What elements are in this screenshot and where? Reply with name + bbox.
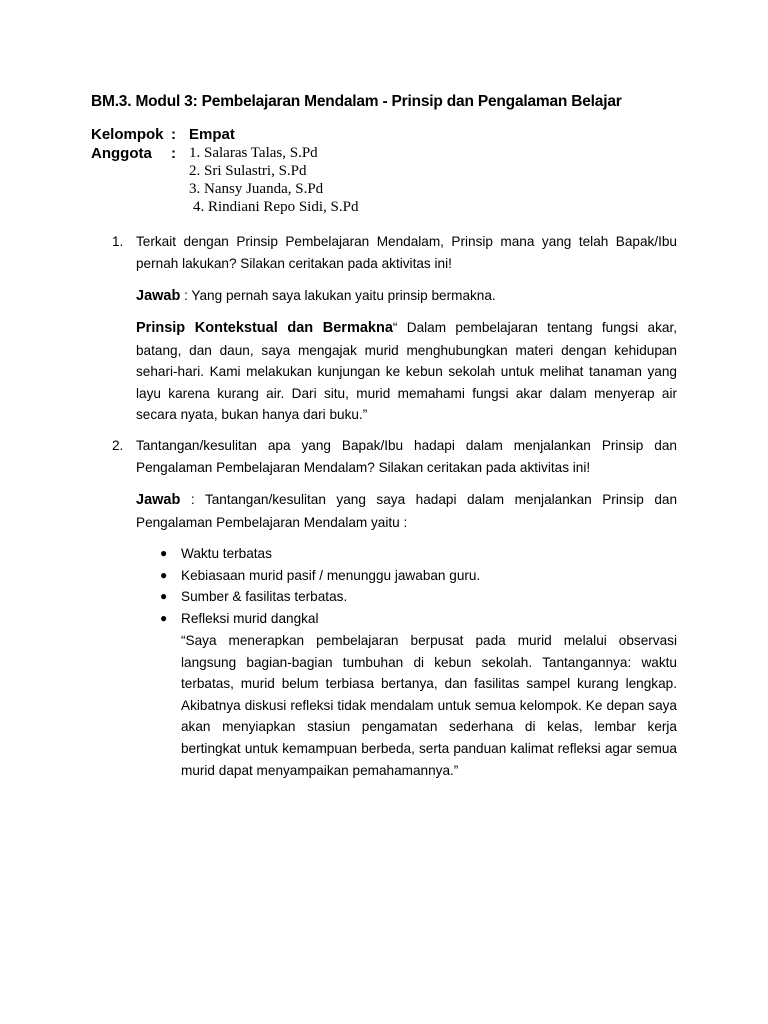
question-number: 1. — [112, 234, 124, 249]
members-row — [91, 144, 358, 216]
document-title: BM.3. Modul 3: Pembelajaran Mendalam - Prinsip dan Pengalaman Belajar — [91, 93, 622, 110]
bullet-icon: ● — [160, 567, 168, 582]
answer-label: Jawab — [136, 288, 181, 304]
list-item — [160, 586, 680, 608]
member-item: 2. Sri Sulastri, S.Pd — [189, 163, 307, 179]
member-item: 3. Nansy Juanda, S.Pd — [189, 181, 324, 197]
answer-paragraph — [136, 489, 677, 533]
question-text: Terkait dengan Prinsip Pembelajaran Mendalam, Prinsip mana yang telah Bapak/Ibu pernah lakukan? Silakan ceritakan pada aktivitas ini! — [136, 234, 677, 271]
answer-text: : Yang pernah saya lakukan yaitu prinsip bermakna. — [180, 288, 496, 303]
group-colon: : — [171, 126, 176, 143]
members-label: Anggota — [91, 145, 152, 162]
group-value: Empat — [189, 126, 235, 143]
bullet-icon: ● — [160, 610, 168, 625]
bullet-icon: ● — [160, 589, 168, 603]
list-item-text: Refleksi murid dangkal — [181, 610, 319, 626]
list-item — [160, 543, 680, 565]
list-item-text: Kebiasaan murid pasif / menunggu jawaban guru. — [181, 567, 481, 583]
group-label: Kelompok — [91, 126, 164, 143]
group-info — [91, 125, 358, 216]
answer-paragraph — [136, 285, 677, 308]
challenge-list — [160, 543, 680, 629]
bullet-icon: ● — [160, 546, 168, 560]
member-item: 4. Rindiani Repo Sidi, S.Pd — [193, 199, 359, 215]
principle-text: “ Dalam pembelajaran tentang fungsi akar, batang, dan daun, saya mengajak murid menghubungkan materi dengan kehidupan sehari-hari. Kami melakukan kunjungan ke kebun sekolah untuk melihat tanaman yang layu karena kurang air. Dari situ, murid memahami fungsi akar dalam menyerap air secara nyata, bukan hanya dari buku.” — [136, 320, 677, 422]
members-list — [189, 144, 358, 216]
list-item-text: Sumber & fasilitas terbatas. — [181, 589, 348, 604]
members-colon: : — [171, 145, 176, 162]
principle-label: Prinsip Kontekstual dan Bermakna — [136, 320, 393, 336]
list-item — [160, 565, 680, 587]
answer-label: Jawab — [136, 492, 181, 508]
question-text: Tantangan/kesulitan apa yang Bapak/Ibu hadapi dalam menjalankan Prinsip dan Pengalaman Pembelajaran Mendalam? Silakan ceritakan pada aktivitas ini! — [136, 438, 677, 475]
list-item-text: Waktu terbatas — [181, 546, 272, 561]
answer-text: : Tantangan/kesulitan yang saya hadapi dalam menjalankan Prinsip dan Pengalaman Pembelajaran Mendalam yaitu : — [136, 492, 677, 530]
member-item: 1. Salaras Talas, S.Pd — [189, 145, 318, 161]
group-row — [91, 125, 358, 144]
question-number: 2. — [112, 438, 124, 453]
list-item — [160, 608, 680, 630]
principle-paragraph — [136, 317, 677, 426]
reflection-quote: “Saya menerapkan pembelajaran berpusat pada murid melalui observasi langsung bagian-bagian tumbuhan di kebun sekolah. Tantangannya: waktu terbatas, murid belum terbiasa bertanya, dan fasilitas sampel kurang lengkap. Akibatnya diskusi refleksi tidak mendalam untuk semua kelompok. Ke depan saya akan menyiapkan stasiun pengamatan sederhana di kelas, lembar kerja bertingkat untuk kemampuan berbeda, serta panduan kalimat refleksi agar semua murid dapat menyampaikan pemahamannya.” — [181, 633, 677, 778]
